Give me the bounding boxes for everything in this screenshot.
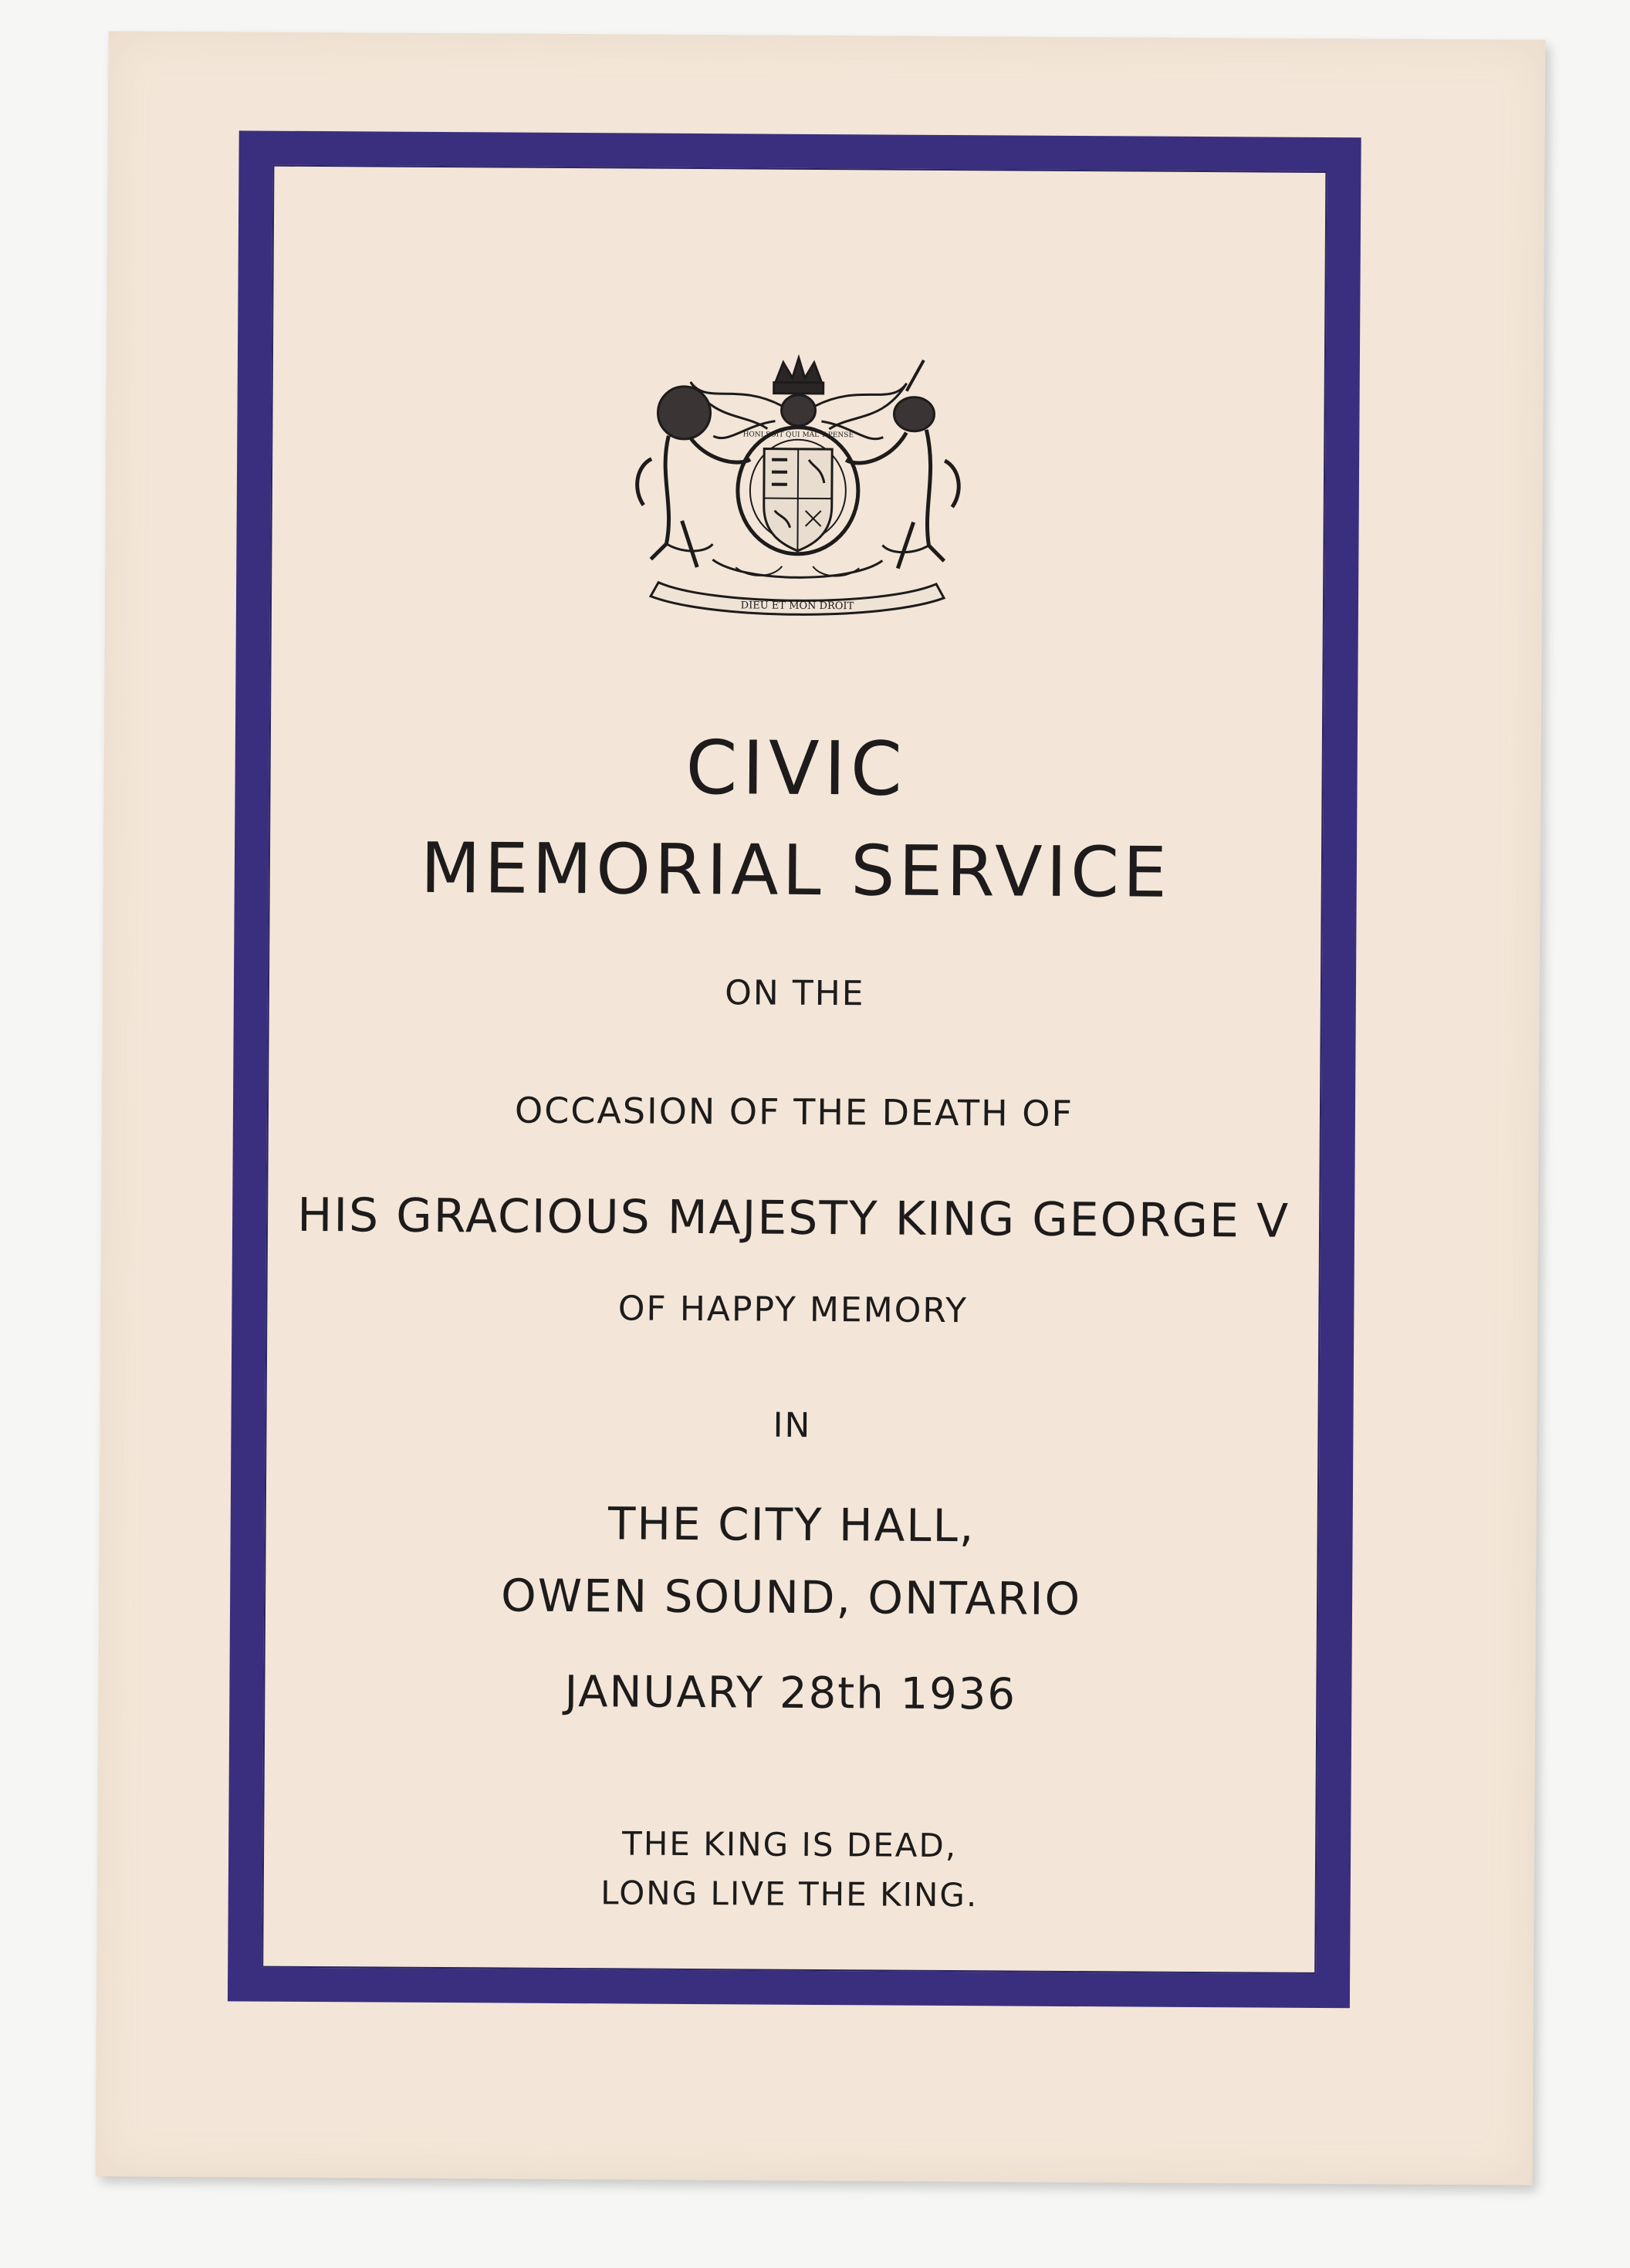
location-line-1: THE CITY HALL, [607,1497,976,1553]
program-card [96,31,1546,2185]
title-line-2: MEMORIAL SERVICE [420,827,1172,914]
closing-line-1: THE KING IS DEAD, [621,1824,958,1865]
royal-coat-of-arms-icon [620,350,976,638]
closing-line-2: LONG LIVE THE KING. [600,1874,979,1915]
title-line-1: CIVIC [685,724,908,813]
svg-text:HONI SOIT QUI MAL Y PENSE: HONI SOIT QUI MAL Y PENSE [742,431,854,440]
in-text: IN [773,1405,812,1445]
svg-text:DIEU ET MON DROIT: DIEU ET MON DROIT [740,600,854,613]
location-line-2: OWEN SOUND, ONTARIO [500,1569,1082,1626]
occasion-text: OCCASION OF THE DEATH OF [514,1089,1074,1135]
card-content [262,165,1327,1974]
majesty-text: HIS GRACIOUS MAJESTY KING GEORGE V [297,1188,1290,1249]
on-the-text: ON THE [725,973,865,1014]
service-date: JANUARY 28th 1936 [564,1666,1017,1720]
happy-memory-text: OF HAPPY MEMORY [617,1289,969,1331]
